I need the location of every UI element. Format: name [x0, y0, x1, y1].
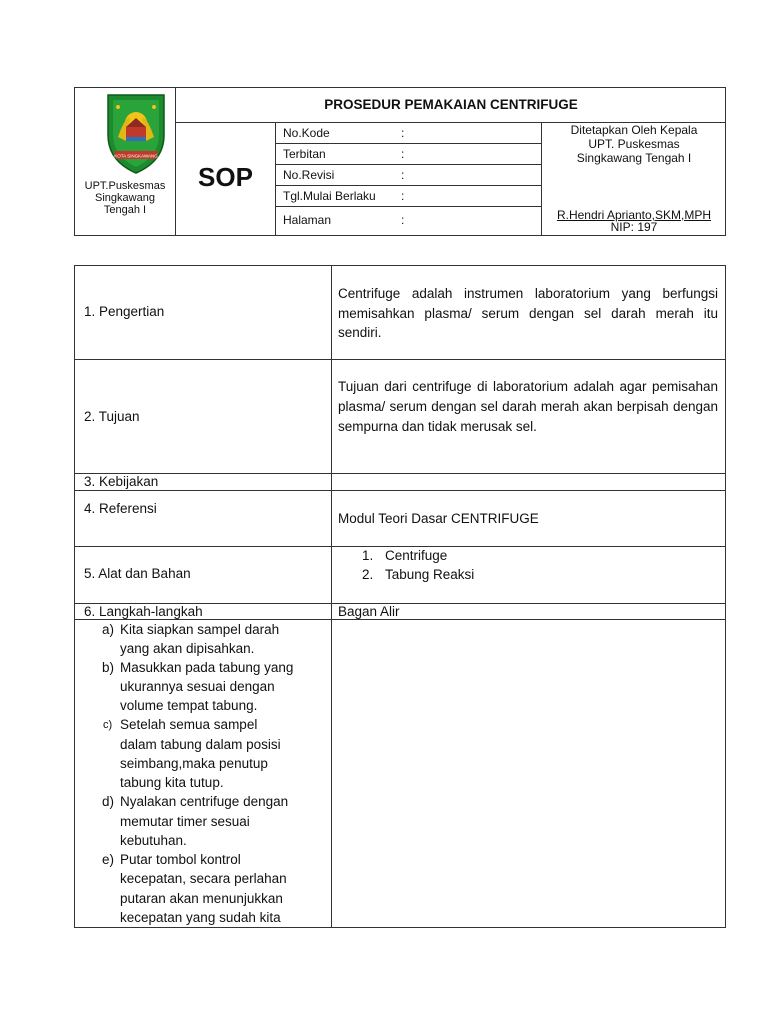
org-name-line-2: Singkawang: [95, 192, 155, 204]
step-c-line-4: tabung kita tutup.: [120, 775, 224, 790]
step-e-line-4: kecepatan yang sudah kita: [120, 910, 281, 925]
section-text-pengertian: Centrifuge adalah instrumen laboratorium yang berfungsi memisahkan plasma/ serum dengan sel darah merah itu sendiri.: [338, 286, 718, 340]
step-d-line-3: kebutuhan.: [120, 833, 187, 848]
step-e-line-2: kecepatan, secara perlahan: [120, 871, 287, 886]
sop-label: SOP: [198, 162, 253, 192]
org-name-line-3: Tengah I: [103, 204, 147, 216]
approval-line-1: Ditetapkan Oleh Kepala: [570, 123, 698, 137]
step-d-line-2: memutar timer sesuai: [120, 814, 250, 829]
alat-item-1-text: Centrifuge: [385, 548, 448, 563]
field-sep-halaman: :: [401, 213, 405, 227]
step-e-line-3: putaran akan menunjukkan: [120, 891, 283, 906]
logo-ribbon-text: KOTA SINGKAWANG: [114, 153, 158, 159]
alat-item-2-text: Tabung Reaksi: [385, 567, 475, 582]
field-sep-tgl-mulai: :: [401, 189, 405, 203]
approval-line-3: Singkawang Tengah I: [576, 151, 692, 165]
section-label-alat: 5. Alat dan Bahan: [84, 566, 191, 581]
section-label-tujuan: 2. Tujuan: [84, 409, 140, 424]
section-label-kebijakan: 3. Kebijakan: [84, 474, 159, 489]
step-b-line-1: Masukkan pada tabung yang: [120, 660, 294, 675]
step-e-mark: e): [102, 852, 115, 867]
field-label-terbitan: Terbitan: [283, 147, 326, 161]
field-label-no-revisi: No.Revisi: [283, 168, 335, 182]
step-c-mark: c): [103, 719, 113, 731]
section-text-tujuan: Tujuan dari centrifuge di laboratorium adalah agar pemisahan plasma/ serum dengan sel darah merah akan berpisah dengan sempurna dan tidak merusak sel.: [338, 379, 718, 434]
field-sep-no-revisi: :: [401, 168, 405, 182]
alat-item-1-num: 1.: [362, 548, 374, 563]
step-a-line-1: Kita siapkan sampel darah: [120, 622, 280, 637]
alat-item-2-num: 2.: [362, 567, 374, 582]
step-b-mark: b): [102, 660, 115, 675]
step-d-mark: d): [102, 794, 115, 809]
field-label-no-kode: No.Kode: [283, 126, 330, 140]
step-a-line-2: yang akan dipisahkan.: [120, 641, 255, 656]
step-c-line-2: dalam tabung dalam posisi: [120, 737, 281, 752]
government-crest-logo: [104, 89, 168, 175]
field-label-halaman: Halaman: [283, 213, 332, 227]
field-sep-terbitan: :: [401, 147, 405, 161]
approval-line-2: UPT. Puskesmas: [588, 137, 680, 151]
step-c-line-1: Setelah semua sampel: [120, 717, 258, 732]
section-label-referensi: 4. Referensi: [84, 501, 157, 516]
step-d-line-1: Nyalakan centrifuge dengan: [120, 794, 289, 809]
step-e-line-1: Putar tombol kontrol: [120, 852, 241, 867]
org-name-line-1: UPT.Puskesmas: [84, 180, 166, 192]
flow-chart-label: Bagan Alir: [338, 604, 400, 619]
field-sep-no-kode: :: [401, 126, 405, 140]
step-b-line-3: volume tempat tabung.: [120, 698, 258, 713]
section-label-langkah: 6. Langkah-langkah: [84, 604, 203, 619]
section-text-referensi: Modul Teori Dasar CENTRIFUGE: [338, 511, 539, 526]
step-b-line-2: ukurannya sesuai dengan: [120, 679, 275, 694]
section-label-pengertian: 1. Pengertian: [84, 304, 165, 319]
step-a-mark: a): [102, 622, 115, 637]
approval-nip: NIP: 197: [610, 220, 658, 234]
field-label-tgl-mulai: Tgl.Mulai Berlaku: [283, 189, 376, 203]
document-title: PROSEDUR PEMAKAIAN CENTRIFUGE: [324, 97, 578, 112]
step-c-line-3: seimbang,maka penutup: [120, 756, 268, 771]
approval-signer: R.Hendri Aprianto,SKM,MPH: [556, 208, 712, 222]
